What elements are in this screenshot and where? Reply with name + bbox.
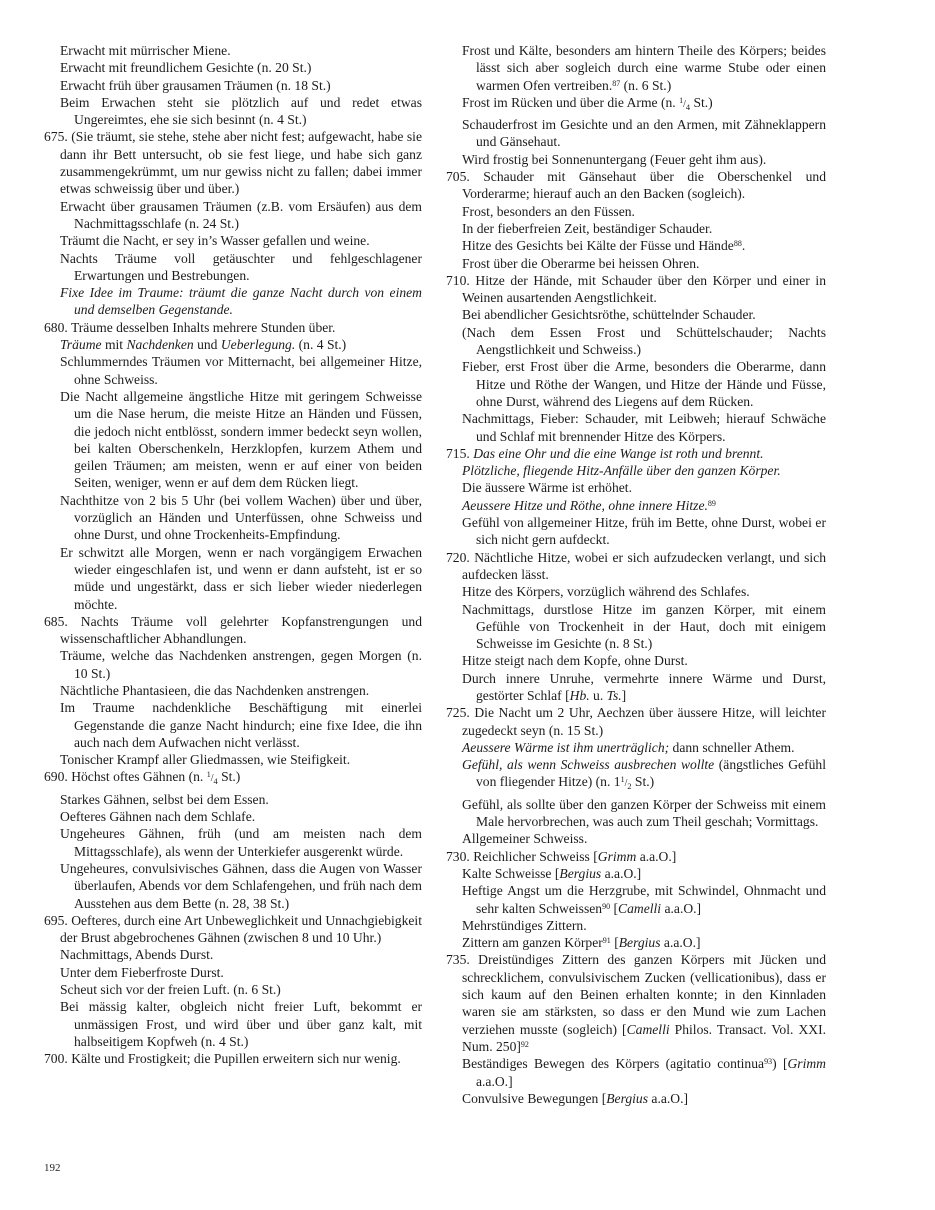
symptom-entry: Schlummerndes Träumen vor Mitternacht, bei allgemeiner Hitze, ohne Schweiss. xyxy=(60,354,422,387)
symptom-entry: Träume mit Nachdenken und Ueberlegung. (n. 4 St.) xyxy=(60,337,347,353)
symptom-entry: Träume, welche das Nachdenken anstrengen, gegen Morgen (n. 10 St.) xyxy=(60,648,422,681)
symptom-entry: Fieber, erst Frost über die Arme, besonders die Oberarme, dann Hitze und Röthe der Wangen, und Hitze der Hände und Füsse, ohne Durst, während des Liegens auf dem Rücken. xyxy=(462,359,826,409)
symptom-entry: Wird frostig bei Sonnenuntergang (Feuer geht ihm aus). xyxy=(462,151,767,167)
left-column xyxy=(44,42,422,1068)
numbered-symptom-entry: 690. Höchst oftes Gähnen (n. $^1/_4$ St.) xyxy=(44,769,241,787)
symptom-entry: Convulsive Bewegungen [Bergius a.a.O.] xyxy=(462,1090,689,1106)
symptom-entry: Beim Erwachen steht sie plötzlich auf und redet etwas Ungereimtes, ehe sie sich besinnt (n. 4 St.) xyxy=(60,94,422,128)
numbered-symptom-entry: 725. Die Nacht um 2 Uhr, Aechzen über äussere Hitze, will leichter zugedeckt seyn (n. 15 St.) xyxy=(446,705,826,738)
symptom-entry: Gefühl, als sollte über den ganzen Körper der Schweiss mit einem Male hervorbrechen, was auch zum Theil geschah; Vormittags. xyxy=(462,796,826,830)
symptom-entry: Scheut sich vor der freien Luft. (n. 6 St.) xyxy=(60,982,281,998)
symptom-entry: Hitze des Gesichts bei Kälte der Füsse und Hände$^{88}$. xyxy=(462,238,746,254)
symptom-entry: (Nach dem Essen Frost und Schüttelschauder; Nachts Aengstlichkeit und Schweiss.) xyxy=(462,324,826,358)
symptom-entry: Fixe Idee im Traume: träumt die ganze Nacht durch von einem und demselben Gegenstande. xyxy=(60,285,422,318)
symptom-entry: Heftige Angst um die Herzgrube, mit Schwindel, Ohnmacht und sehr kalten Schweissen$^{90}$ [Camelli a.a.O.] xyxy=(462,883,826,916)
symptom-entry: Hitze steigt nach dem Kopfe, ohne Durst. xyxy=(462,653,688,669)
symptom-entry: Die Nacht allgemeine ängstliche Hitze mit geringem Schweisse um die Nase herum, die meiste Hitze an Händen und Füssen, die jedoch nicht entblösst, sondern immer bedeckt seyn wollen, bei kalten Oberschenkeln, Herzklopfen, kurzem Athem und geilen Träumen; am meisten, wenn er auf einer von beiden Seiten, weniger, wenn er auf dem dem Rücken liegt. xyxy=(60,388,422,491)
symptom-entry: In der fieberfreien Zeit, beständiger Schauder. xyxy=(462,220,713,236)
symptom-entry: Die äussere Wärme ist erhöhet. xyxy=(462,480,632,496)
numbered-symptom-entry: 735. Dreistündiges Zittern des ganzen Körpers mit Jücken und schrecklichem, convulsivischem Zucken (vellicationibus), dass er sich kaum auf den Beinen erhalten konnte; in den Kinnladen waren sie am stärksten, so dass er den Mund wie zum Lachen verziehen musste (sogleich) [Camelli Philos. Transact. Vol. XXI. Num. 250]$^{92}$ xyxy=(446,952,827,1054)
numbered-symptom-entry: 685. Nachts Träume voll gelehrter Kopfanstrengungen und wissenschaftlicher Abhandlungen. xyxy=(44,613,422,647)
symptom-entry: Erwacht mit freundlichem Gesichte (n. 20 St.) xyxy=(60,60,312,76)
numbered-symptom-entry: 705. Schauder mit Gänsehaut über die Oberschenkel und Vorderarme; hierauf auch an den Backen (sogleich). xyxy=(446,169,826,202)
symptom-entry: Durch innere Unruhe, vermehrte innere Wärme und Durst, gestörter Schlaf [Hb. u. Ts.] xyxy=(462,670,826,703)
symptom-entry: Nächtliche Phantasieen, die das Nachdenken anstrengen. xyxy=(60,682,370,698)
symptom-entry: Er schwitzt alle Morgen, wenn er nach vorgängigem Erwachen wieder eingeschlafen ist, und wenn er dann aufsteht, ist er so müde und ungestärkt, dass er sich lieber wieder niederlegen möchte. xyxy=(60,544,422,612)
numbered-symptom-entry: 700. Kälte und Frostigkeit; die Pupillen erweitern sich nur wenig. xyxy=(44,1051,401,1067)
symptom-entry: Ungeheures, convulsivisches Gähnen, dass die Augen von Wasser überlaufen, Abends vor dem Schlafengehen, und früh nach dem Ausstehen aus dem Bette (n. 28, 38 St.) xyxy=(60,860,422,911)
right-column xyxy=(446,42,826,1107)
symptom-entry: Ungeheures Gähnen, früh (und am meisten nach dem Mittagsschlafe), als wenn der Unterkiefer ausgerenkt würde. xyxy=(60,826,422,859)
symptom-entry: Gefühl von allgemeiner Hitze, früh im Bette, ohne Durst, wobei er sich nicht gern aufdeckt. xyxy=(462,515,826,548)
symptom-entry: Kalte Schweisse [Bergius a.a.O.] xyxy=(462,865,642,881)
symptom-entry: Nachmittags, Fieber: Schauder, mit Leibweh; hierauf Schwäche und Schlaf mit brennender Hitze des Körpers. xyxy=(462,411,826,444)
symptom-entry: Unter dem Fieberfroste Durst. xyxy=(60,964,224,980)
symptom-entry: Gefühl, als wenn Schweiss ausbrechen wollte (ängstliches Gefühl von fliegender Hitze) (n. $1^1/_2$ St.) xyxy=(462,757,826,792)
symptom-entry: Bei abendlicher Gesichtsröthe, schüttelnder Schauder. xyxy=(462,307,756,323)
numbered-symptom-entry: 730. Reichlicher Schweiss [Grimm a.a.O.] xyxy=(446,848,677,864)
symptom-entry: Im Traume nachdenkliche Beschäftigung mit einerlei Gegenstande die ganze Nacht hindurch; eine fixe Idee, die ihn auch nach dem Aufwachen nicht verlässt. xyxy=(60,700,422,750)
symptom-entry: Erwacht früh über grausamen Träumen (n. 18 St.) xyxy=(60,77,331,93)
symptom-entry: Frost über die Oberarme bei heissen Ohren. xyxy=(462,255,700,271)
page-number: 192 xyxy=(44,1162,61,1174)
symptom-entry: Mehrstündiges Zittern. xyxy=(462,917,587,933)
symptom-entry: Starkes Gähnen, selbst bei dem Essen. xyxy=(60,791,269,807)
symptom-entry: Zittern am ganzen Körper$^{91}$ [Bergius a.a.O.] xyxy=(462,935,701,951)
symptom-entry: Frost im Rücken und über die Arme (n. $^1/_4$ St.) xyxy=(462,94,713,112)
numbered-symptom-entry: 720. Nächtliche Hitze, wobei er sich aufzudecken verlangt, und sich aufdecken lässt. xyxy=(446,549,826,582)
numbered-symptom-entry: 695. Oefteres, durch eine Art Unbeweglichkeit und Unnachgiebigkeit der Brust abgebrochenes Gähnen (zwischen 8 und 10 Uhr.) xyxy=(44,912,422,946)
symptom-entry: Hitze des Körpers, vorzüglich während des Schlafes. xyxy=(462,584,750,600)
symptom-entry: Träumt die Nacht, er sey in’s Wasser gefallen und weine. xyxy=(60,233,370,249)
numbered-symptom-entry: 715. Das eine Ohr und die eine Wange ist roth und brennt. xyxy=(446,445,764,461)
symptom-entry: Bei mässig kalter, obgleich nicht freier Luft, bekommt er unmässigen Frost, und wird über und über ganz kalt, mit halbseitigem Kopfweh (n. 4 St.) xyxy=(60,999,422,1049)
symptom-entry: Erwacht über grausamen Träumen (z.B. vom Ersäufen) aus dem Nachmittagsschlafe (n. 24 St.) xyxy=(60,198,422,231)
symptom-entry: Oefteres Gähnen nach dem Schlafe. xyxy=(60,809,256,825)
symptom-entry: Erwacht mit mürrischer Miene. xyxy=(60,43,231,58)
symptom-entry: Frost, besonders an den Füssen. xyxy=(462,203,635,219)
symptom-entry: Tonischer Krampf aller Gliedmassen, wie Steifigkeit. xyxy=(60,752,351,768)
symptom-entry: Aeussere Hitze und Röthe, ohne innere Hitze.$^{89}$ xyxy=(462,497,716,513)
symptom-entry: Plötzliche, fliegende Hitz-Anfälle über den ganzen Körper. xyxy=(462,463,781,479)
numbered-symptom-entry: 680. Träume desselben Inhalts mehrere Stunden über. xyxy=(44,319,336,335)
symptom-entry: Nachmittags, durstlose Hitze im ganzen Körper, mit einem Gefühle von Trockenheit in der Haut, doch mit einigem Schweisse im Gesichte (n. 8 St.) xyxy=(462,601,826,652)
symptom-entry: Nachts Träume voll getäuschter und fehlgeschlagener Erwartungen und Bestrebungen. xyxy=(60,250,422,283)
symptom-entry: Allgemeiner Schweiss. xyxy=(462,831,588,847)
symptom-entry: Nachthitze von 2 bis 5 Uhr (bei vollem Wachen) über und über, vorzüglich an Händen und Unterfüssen, ohne Schweiss und ohne Durst, und ohne Trockenheits-Empfindung. xyxy=(60,492,422,543)
symptom-entry: Nachmittags, Abends Durst. xyxy=(60,947,214,963)
symptom-entry: Beständiges Bewegen des Körpers (agitatio continua$^{93}$) [Grimm a.a.O.] xyxy=(462,1056,827,1089)
symptom-entry: Frost und Kälte, besonders am hintern Theile des Körpers; beides lässt sich aber sogleich durch eine warme Stube oder einen warmen Ofen vertreiben.$^{87}$ (n. 6 St.) xyxy=(462,43,826,93)
numbered-symptom-entry: 710. Hitze der Hände, mit Schauder über den Körper und einer in Weinen ausartenden Aengstlichkeit. xyxy=(446,272,826,306)
numbered-symptom-entry: 675. (Sie träumt, sie stehe, stehe aber nicht fest; aufgewacht, habe sie dann ihr Bett untersucht, ob sie fest liege, und habe sich ganz zusammengekrümmt, um nur gewiss nicht zu fallen; dabei immer etwas schweissig über und über.) xyxy=(44,129,422,197)
symptom-entry: Aeussere Wärme ist ihm unerträglich; dann schneller Athem. xyxy=(462,739,795,755)
symptom-entry: Schauderfrost im Gesichte und an den Armen, mit Zähneklappern und Gänsehaut. xyxy=(462,117,826,150)
